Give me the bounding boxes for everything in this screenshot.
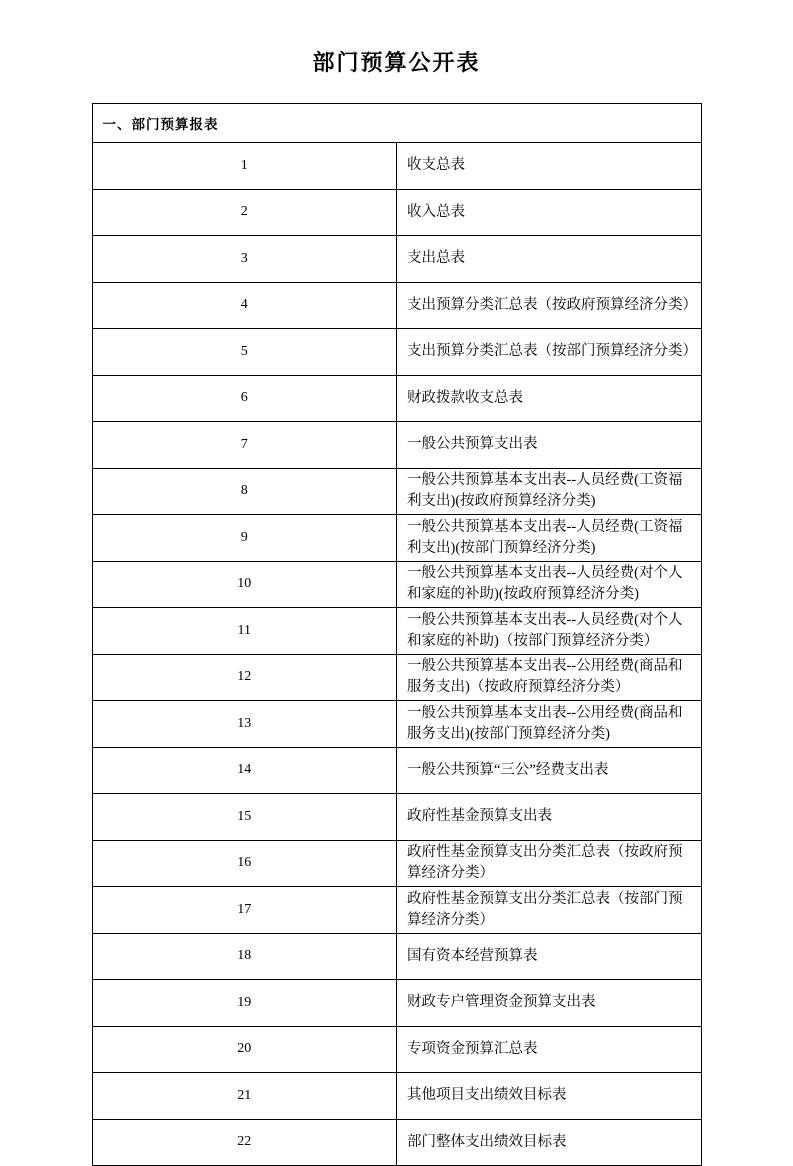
row-index-cell: 16 bbox=[92, 840, 397, 887]
report-name-cell: 一般公共预算基本支出表--人员经费(工资福利支出)(按部门预算经济分类) bbox=[397, 515, 702, 562]
report-name-cell: 支出预算分类汇总表（按部门预算经济分类） bbox=[397, 329, 702, 376]
report-name-cell: 一般公共预算支出表 bbox=[397, 422, 702, 469]
report-name-cell: 政府性基金预算支出分类汇总表（按政府预算经济分类） bbox=[397, 840, 702, 887]
table-row bbox=[92, 887, 701, 934]
table-row bbox=[92, 654, 701, 701]
report-name-cell: 支出总表 bbox=[397, 236, 702, 283]
table-row bbox=[92, 375, 701, 422]
report-name-cell: 一般公共预算基本支出表--人员经费(工资福利支出)(按政府预算经济分类) bbox=[397, 468, 702, 515]
row-index-cell: 20 bbox=[92, 1026, 397, 1073]
row-index-cell: 7 bbox=[92, 422, 397, 469]
table-row bbox=[92, 933, 701, 980]
report-name-cell: 一般公共预算基本支出表--人员经费(对个人和家庭的补助)（按部门预算经济分类） bbox=[397, 608, 702, 655]
row-index-cell: 9 bbox=[92, 515, 397, 562]
report-name-cell: 财政专户管理资金预算支出表 bbox=[397, 980, 702, 1027]
table-row bbox=[92, 282, 701, 329]
row-index-cell: 10 bbox=[92, 561, 397, 608]
table-row bbox=[92, 608, 701, 655]
report-name-cell: 专项资金预算汇总表 bbox=[397, 1026, 702, 1073]
report-name-cell: 一般公共预算基本支出表--人员经费(对个人和家庭的补助)(按政府预算经济分类) bbox=[397, 561, 702, 608]
row-index-cell: 11 bbox=[92, 608, 397, 655]
report-name-cell: 一般公共预算基本支出表--公用经费(商品和服务支出)（按政府预算经济分类） bbox=[397, 654, 702, 701]
report-name-cell: 国有资本经营预算表 bbox=[397, 933, 702, 980]
report-name-cell: 一般公共预算“三公”经费支出表 bbox=[397, 747, 702, 794]
row-index-cell: 1 bbox=[92, 143, 397, 190]
table-row bbox=[92, 794, 701, 841]
row-index-cell: 2 bbox=[92, 189, 397, 236]
row-index-cell: 22 bbox=[92, 1119, 397, 1166]
page-title: 部门预算公开表 bbox=[312, 50, 481, 75]
table-row bbox=[92, 143, 701, 190]
table-row bbox=[92, 468, 701, 515]
section-heading: 一、部门预算报表 bbox=[92, 104, 701, 143]
table-row bbox=[92, 1073, 701, 1120]
table-row bbox=[92, 840, 701, 887]
report-name-cell: 一般公共预算基本支出表--公用经费(商品和服务支出)(按部门预算经济分类) bbox=[397, 701, 702, 748]
table-row bbox=[92, 980, 701, 1027]
row-index-cell: 3 bbox=[92, 236, 397, 283]
report-name-cell: 其他项目支出绩效目标表 bbox=[397, 1073, 702, 1120]
row-index-cell: 5 bbox=[92, 329, 397, 376]
table-row bbox=[92, 1026, 701, 1073]
row-index-cell: 4 bbox=[92, 282, 397, 329]
table-row bbox=[92, 1119, 701, 1166]
row-index-cell: 14 bbox=[92, 747, 397, 794]
budget-table-container bbox=[92, 103, 702, 1166]
row-index-cell: 15 bbox=[92, 794, 397, 841]
row-index-cell: 19 bbox=[92, 980, 397, 1027]
table-row bbox=[92, 701, 701, 748]
report-name-cell: 政府性基金预算支出分类汇总表（按部门预算经济分类） bbox=[397, 887, 702, 934]
row-index-cell: 18 bbox=[92, 933, 397, 980]
row-index-cell: 12 bbox=[92, 654, 397, 701]
row-index-cell: 21 bbox=[92, 1073, 397, 1120]
table-row bbox=[92, 329, 701, 376]
budget-report-table bbox=[92, 103, 702, 1166]
report-name-cell: 政府性基金预算支出表 bbox=[397, 794, 702, 841]
table-row bbox=[92, 236, 701, 283]
report-name-cell: 收入总表 bbox=[397, 189, 702, 236]
report-name-cell: 财政拨款收支总表 bbox=[397, 375, 702, 422]
table-row bbox=[92, 515, 701, 562]
report-name-cell: 部门整体支出绩效目标表 bbox=[397, 1119, 702, 1166]
budget-table-body bbox=[92, 104, 701, 1166]
row-index-cell: 13 bbox=[92, 701, 397, 748]
row-index-cell: 8 bbox=[92, 468, 397, 515]
row-index-cell: 17 bbox=[92, 887, 397, 934]
table-section-header-row bbox=[92, 104, 701, 143]
table-row bbox=[92, 189, 701, 236]
row-index-cell: 6 bbox=[92, 375, 397, 422]
report-name-cell: 收支总表 bbox=[397, 143, 702, 190]
table-row bbox=[92, 561, 701, 608]
table-row bbox=[92, 422, 701, 469]
report-name-cell: 支出预算分类汇总表（按政府预算经济分类） bbox=[397, 282, 702, 329]
table-row bbox=[92, 747, 701, 794]
